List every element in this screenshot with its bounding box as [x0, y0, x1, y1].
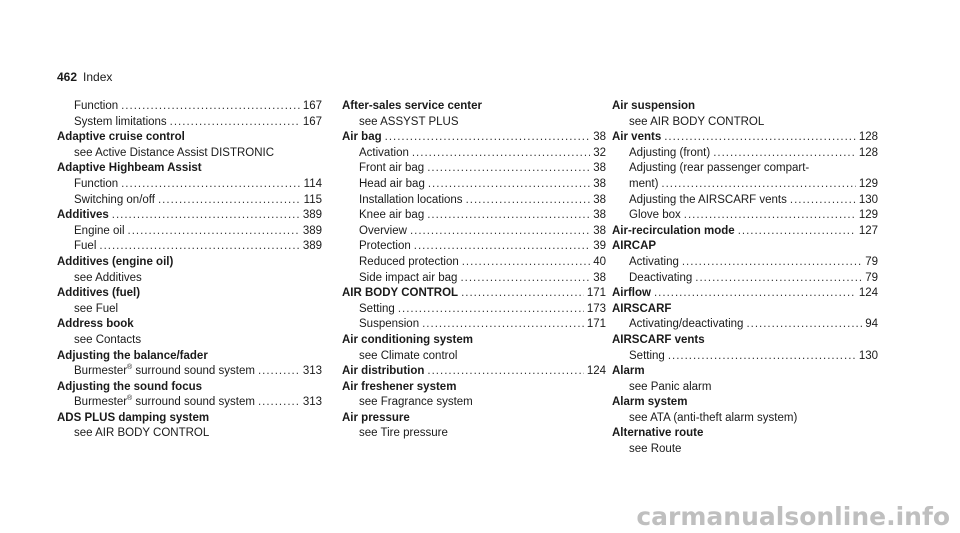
index-subentry	[612, 317, 878, 333]
watermark: carmanualsonline.info	[636, 502, 950, 531]
page-reference: 313	[302, 396, 322, 409]
entry-text: see AIR BODY CONTROL	[74, 427, 210, 440]
index-subentry	[57, 426, 322, 442]
page-reference: 38	[593, 224, 606, 237]
index-entry	[612, 426, 878, 442]
entry-text: Air freshener system	[342, 380, 457, 393]
page-reference: 94	[865, 318, 878, 331]
index-subentry	[57, 239, 322, 255]
entry-text: Side impact air bag	[359, 271, 458, 284]
index-subentry	[57, 333, 322, 349]
entry-text: Air vents	[612, 131, 662, 144]
page-reference: 173	[586, 302, 606, 315]
entry-text: Reduced protection	[359, 255, 459, 268]
page-reference: 79	[865, 255, 878, 268]
page-reference: 38	[593, 177, 606, 190]
index-subentry	[612, 115, 878, 131]
entry-text-part: Burmester	[74, 365, 128, 378]
index-subentry	[342, 193, 606, 209]
index-subentry	[612, 177, 878, 193]
index-entry	[612, 302, 878, 318]
dot-leader	[258, 395, 300, 411]
entry-text: Adaptive Highbeam Assist	[57, 162, 202, 175]
entry-text: see Tire pressure	[359, 427, 448, 440]
dot-leader	[460, 271, 590, 287]
entry-text: AIRCAP	[612, 240, 657, 253]
page-reference: 389	[302, 240, 322, 253]
index-subentry	[57, 193, 322, 209]
dot-leader	[99, 239, 299, 255]
page-reference: 129	[858, 209, 878, 222]
entry-text: Additives (fuel)	[57, 287, 141, 300]
index-subentry	[57, 177, 322, 193]
page-reference: 389	[302, 209, 322, 222]
index-subentry	[342, 349, 606, 365]
entry-text: see Route	[629, 443, 682, 456]
entry-text: Alarm	[612, 365, 645, 378]
entry-text: Air distribution	[342, 365, 425, 378]
entry-text: Head air bag	[359, 177, 425, 190]
entry-text: Suspension	[359, 318, 420, 331]
index-entry	[612, 239, 878, 255]
page-reference: 130	[858, 193, 878, 206]
entry-text: see Active Distance Assist DISTRONIC	[74, 146, 275, 159]
index-subentry	[57, 302, 322, 318]
index-entry	[342, 411, 606, 427]
entry-text: Knee air bag	[359, 209, 425, 222]
index-subentry	[57, 395, 322, 411]
dot-leader	[121, 99, 300, 115]
index-entry	[57, 208, 322, 224]
entry-text: see Panic alarm	[629, 380, 712, 393]
index-subentry	[342, 271, 606, 287]
entry-text: Air-recirculation mode	[612, 224, 735, 237]
entry-text: Adjusting (front)	[629, 146, 711, 159]
index-entry	[57, 130, 322, 146]
entry-text: Protection	[359, 240, 411, 253]
index-entry	[612, 364, 878, 380]
index-subentry	[342, 395, 606, 411]
entry-text: AIRSCARF vents	[612, 333, 705, 346]
dot-leader	[410, 224, 590, 240]
dot-leader	[427, 364, 583, 380]
page-reference: 128	[858, 131, 878, 144]
section-title: Index	[83, 70, 113, 84]
index-entry	[612, 224, 878, 240]
index-entry	[57, 380, 322, 396]
index-entry	[612, 395, 878, 411]
index-subentry	[612, 442, 878, 458]
index-entry	[57, 286, 322, 302]
page-reference: 40	[593, 255, 606, 268]
page-reference: 127	[858, 224, 878, 237]
dot-leader	[668, 349, 856, 365]
entry-text: Airflow	[612, 287, 651, 300]
index-entry	[342, 333, 606, 349]
dot-leader	[170, 115, 300, 131]
entry-text: AIR BODY CONTROL	[342, 287, 459, 300]
entry-text: Engine oil	[74, 224, 125, 237]
page-reference: 38	[593, 271, 606, 284]
index-subentry	[612, 161, 878, 177]
dot-leader	[664, 130, 856, 146]
entry-text: After-sales service center	[342, 100, 482, 112]
index-entry	[342, 130, 606, 146]
index-entry	[57, 317, 322, 333]
entry-text: Adjusting the AIRSCARF vents	[629, 193, 787, 206]
index-entry	[57, 255, 322, 271]
page-reference: 171	[586, 318, 606, 331]
index-subentry	[612, 349, 878, 365]
entry-text: Function	[74, 100, 119, 112]
index-subentry	[57, 146, 322, 162]
entry-text: Alternative route	[612, 427, 704, 440]
page-reference: 38	[593, 131, 606, 144]
page-reference: 32	[593, 146, 606, 159]
dot-leader	[461, 286, 584, 302]
entry-text	[74, 395, 255, 411]
dot-leader	[427, 208, 590, 224]
index-subentry	[612, 380, 878, 396]
index-subentry	[612, 255, 878, 271]
index-subentry	[57, 271, 322, 287]
dot-leader	[422, 317, 584, 333]
index-subentry	[342, 115, 606, 131]
entry-text: Air bag	[342, 131, 382, 144]
index-entry	[612, 286, 878, 302]
index-subentry	[342, 224, 606, 240]
dot-leader	[682, 255, 862, 271]
entry-text: Additives (engine oil)	[57, 255, 174, 268]
entry-text: see Fragrance system	[359, 396, 473, 409]
page-reference: 167	[302, 100, 322, 112]
entry-text: Fuel	[74, 240, 97, 253]
entry-text: see AIR BODY CONTROL	[629, 115, 765, 128]
entry-text: Adjusting the sound focus	[57, 380, 203, 393]
entry-text-part: Burmester	[74, 396, 128, 409]
index-subentry	[57, 364, 322, 380]
dot-leader	[398, 302, 584, 318]
index-column-2	[342, 99, 606, 442]
entry-text: Activating	[629, 255, 679, 268]
entry-text: see Additives	[74, 271, 142, 284]
index-subentry	[612, 271, 878, 287]
page-reference: 39	[593, 240, 606, 253]
dot-leader	[661, 177, 855, 193]
index-entry	[342, 380, 606, 396]
entry-text-part: surround sound system	[132, 365, 255, 378]
registered-mark: ®	[127, 395, 133, 403]
entry-text: Setting	[359, 302, 395, 315]
entry-text: ADS PLUS damping system	[57, 411, 210, 424]
entry-text: System limitations	[74, 115, 167, 128]
dot-leader	[713, 146, 856, 162]
entry-text: Switching on/off	[74, 193, 155, 206]
page-reference: 130	[858, 349, 878, 362]
entry-text: see Contacts	[74, 333, 142, 346]
index-subentry	[342, 146, 606, 162]
entry-text: Address book	[57, 318, 134, 331]
page-reference: 38	[593, 209, 606, 222]
entry-text: Activating/deactivating	[629, 318, 744, 331]
index-subentry	[342, 239, 606, 255]
entry-text: Additives	[57, 209, 109, 222]
dot-leader	[746, 317, 862, 333]
index-subentry	[342, 208, 606, 224]
entry-text	[74, 364, 255, 380]
dot-leader	[428, 177, 590, 193]
entry-text: Installation locations	[359, 193, 463, 206]
page-reference: 167	[302, 115, 322, 128]
index-subentry	[57, 99, 322, 115]
entry-text: Front air bag	[359, 162, 425, 175]
entry-text: Air pressure	[342, 411, 410, 424]
index-entry	[612, 99, 878, 115]
entry-text: see ASSYST PLUS	[359, 115, 459, 128]
entry-text: see Climate control	[359, 349, 458, 362]
index-subentry	[342, 426, 606, 442]
entry-text: Adjusting (rear passenger compart-	[629, 162, 810, 175]
entry-text: Air conditioning system	[342, 333, 473, 346]
entry-text: Glove box	[629, 209, 681, 222]
entry-text: Adjusting the balance/fader	[57, 349, 208, 362]
registered-mark: ®	[127, 364, 133, 372]
entry-text: see ATA (anti-theft alarm system)	[629, 411, 798, 424]
index-subentry	[342, 317, 606, 333]
dot-leader	[121, 177, 301, 193]
dot-leader	[112, 208, 300, 224]
index-subentry	[612, 411, 878, 427]
index-subentry	[57, 224, 322, 240]
index-subentry	[342, 255, 606, 271]
dot-leader	[128, 224, 300, 240]
page-reference: 124	[858, 287, 878, 300]
entry-text: Deactivating	[629, 271, 693, 284]
entry-text: Overview	[359, 224, 407, 237]
dot-leader	[427, 161, 590, 177]
dot-leader	[684, 208, 856, 224]
page-reference: 79	[865, 271, 878, 284]
index-entry	[612, 130, 878, 146]
page-reference: 124	[586, 365, 606, 378]
page-reference: 128	[858, 146, 878, 159]
index-entry	[612, 333, 878, 349]
index-entry	[342, 286, 606, 302]
index-subentry	[612, 208, 878, 224]
index-entry	[57, 349, 322, 365]
dot-leader	[258, 364, 300, 380]
index-entry	[342, 99, 606, 115]
entry-text: Alarm system	[612, 396, 688, 409]
dot-leader	[695, 271, 862, 287]
page-reference: 129	[858, 177, 878, 190]
dot-leader	[462, 255, 590, 271]
index-entry	[57, 161, 322, 177]
page-reference: 38	[593, 193, 606, 206]
dot-leader	[414, 239, 590, 255]
index-subentry	[612, 146, 878, 162]
index-column-1	[57, 99, 322, 442]
entry-text: AIRSCARF	[612, 302, 672, 315]
entry-text: Air suspension	[612, 100, 696, 112]
dot-leader	[466, 193, 591, 209]
entry-text: see Fuel	[74, 302, 119, 315]
entry-text: ment)	[629, 177, 659, 190]
dot-leader	[412, 146, 590, 162]
entry-text-part: surround sound system	[132, 396, 255, 409]
page-reference: 114	[303, 177, 322, 190]
dot-leader	[738, 224, 856, 240]
index-entry	[57, 411, 322, 427]
entry-text: Function	[74, 177, 119, 190]
dot-leader	[158, 193, 301, 209]
dot-leader	[385, 130, 591, 146]
page-reference: 115	[303, 193, 322, 206]
index-column-3	[612, 99, 878, 458]
dot-leader	[654, 286, 856, 302]
page-reference: 171	[586, 287, 606, 300]
page-reference: 313	[302, 365, 322, 378]
index-subentry	[342, 302, 606, 318]
page-reference: 389	[302, 224, 322, 237]
page-header	[57, 70, 112, 84]
entry-text: Setting	[629, 349, 665, 362]
entry-text: Adaptive cruise control	[57, 131, 185, 144]
index-subentry	[57, 115, 322, 131]
index-subentry	[342, 161, 606, 177]
index-subentry	[612, 193, 878, 209]
page-number: 462	[57, 70, 78, 84]
entry-text: Activation	[359, 146, 409, 159]
dot-leader	[790, 193, 856, 209]
index-entry	[342, 364, 606, 380]
page-reference: 38	[593, 162, 606, 175]
index-subentry	[342, 177, 606, 193]
